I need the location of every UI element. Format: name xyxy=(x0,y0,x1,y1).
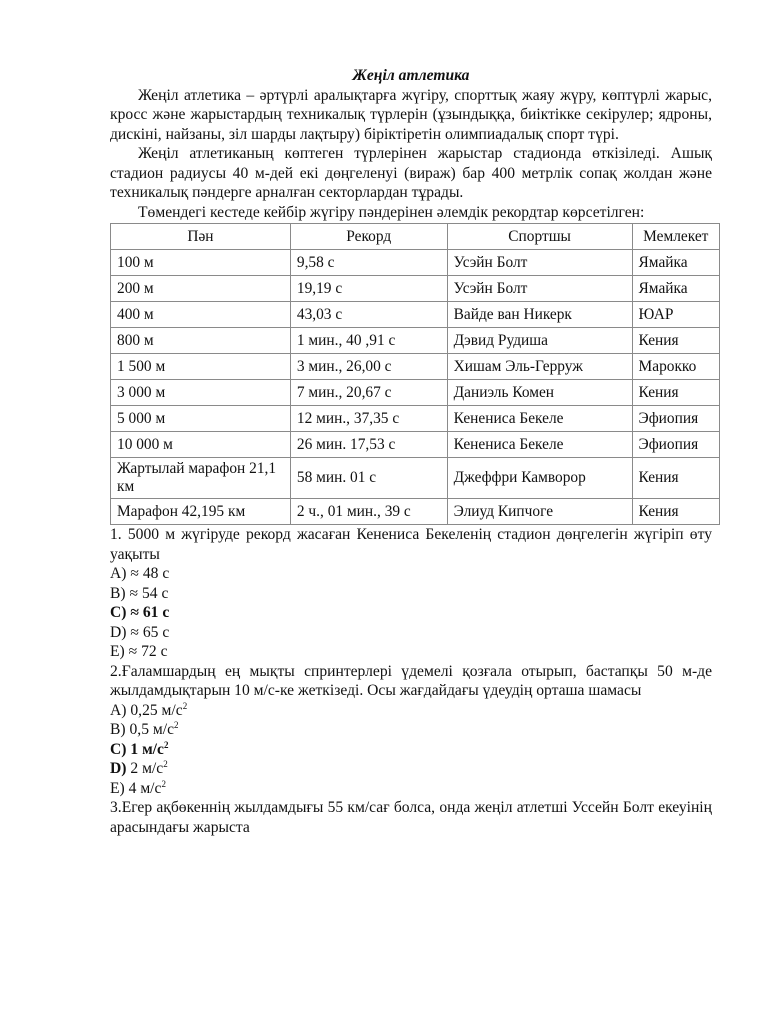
cell-record: 43,03 с xyxy=(290,302,447,328)
cell-athlete: Джеффри Камворор xyxy=(447,458,632,499)
cell-athlete: Элиуд Кипчоге xyxy=(447,499,632,525)
cell-discipline: 5 000 м xyxy=(111,406,291,432)
cell-discipline: 200 м xyxy=(111,276,291,302)
document-content xyxy=(110,66,712,837)
option-letter: E) xyxy=(110,779,125,797)
answer-option xyxy=(110,584,712,604)
option-text: 4 м/с xyxy=(124,779,162,797)
option-letter: D) xyxy=(110,760,127,777)
option-text: 1 м/с xyxy=(126,740,164,758)
cell-discipline: 800 м xyxy=(111,328,291,354)
answer-option xyxy=(110,603,712,623)
cell-athlete: Вайде ван Никерк xyxy=(447,302,632,328)
option-letter: E) xyxy=(110,643,125,660)
header-discipline: Пән xyxy=(111,224,291,250)
option-letter: C) xyxy=(110,740,127,758)
cell-record: 9,58 с xyxy=(290,250,447,276)
cell-athlete: Дэвид Рудиша xyxy=(447,328,632,354)
option-text: 0,5 м/с xyxy=(125,721,175,738)
cell-record: 1 мин., 40 ,91 с xyxy=(290,328,447,354)
question-text: 2.Ғаламшардың ең мықты спринтерлері үдемелі қозғала отырып, бастапқы 50 м-де жылдамдықтарын 10 м/с-ке жеткізеді. Осы жағдайдағы үдеудің орташа шамасы xyxy=(110,662,712,699)
answer-option xyxy=(110,642,712,662)
table-row xyxy=(111,380,720,406)
cell-country: Кения xyxy=(632,458,719,499)
cell-record: 19,19 с xyxy=(290,276,447,302)
cell-country: Ямайка xyxy=(632,276,719,302)
option-text: ≈ 65 с xyxy=(126,623,170,641)
option-text: ≈ 54 с xyxy=(125,584,169,602)
answer-option xyxy=(110,779,712,799)
document-title: Жеңіл атлетика xyxy=(352,67,470,84)
cell-country: Эфиопия xyxy=(632,406,719,432)
question-text: 1. 5000 м жүгіруде рекорд жасаған Кенениса Бекеленің стадион дөңгелегін жүгіріп өту уақыты xyxy=(110,526,712,563)
table-row xyxy=(111,302,720,328)
header-record: Рекорд xyxy=(290,224,447,250)
cell-athlete: Усэйн Болт xyxy=(447,250,632,276)
option-letter: D) xyxy=(110,623,127,641)
answer-option xyxy=(110,701,712,721)
option-text: 0,25 м/с xyxy=(126,701,183,719)
unit-superscript: 2 xyxy=(161,778,166,789)
cell-discipline: 10 000 м xyxy=(111,432,291,458)
cell-record: 12 мин., 37,35 с xyxy=(290,406,447,432)
option-letter: A) xyxy=(110,701,127,719)
option-text: ≈ 61 с xyxy=(126,604,170,621)
table-row xyxy=(111,276,720,302)
cell-country: ЮАР xyxy=(632,302,719,328)
cell-discipline: 3 000 м xyxy=(111,380,291,406)
cell-athlete: Кенениса Бекеле xyxy=(447,432,632,458)
world-records-table xyxy=(110,223,720,525)
stadium-paragraph: Жеңіл атлетиканың көптеген түрлерінен жарыстар стадионда өткізіледі. Ашық стадион радиусы 40 м-дей екі дөңгеленуі (вираж) бар 400 метрлік сопақ жолдан және техникалық пәндерге арналған секторлардан тұрады. xyxy=(110,145,712,201)
cell-country: Кения xyxy=(632,380,719,406)
cell-country: Ямайка xyxy=(632,250,719,276)
cell-athlete: Усэйн Болт xyxy=(447,276,632,302)
table-row xyxy=(111,406,720,432)
cell-country: Эфиопия xyxy=(632,432,719,458)
header-country: Мемлекет xyxy=(632,224,719,250)
option-text: ≈ 72 с xyxy=(124,643,168,660)
table-row xyxy=(111,354,720,380)
cell-record: 7 мин., 20,67 с xyxy=(290,380,447,406)
table-row xyxy=(111,499,720,525)
cell-athlete: Хишам Эль-Герруж xyxy=(447,354,632,380)
header-athlete: Спортшы xyxy=(447,224,632,250)
unit-superscript: 2 xyxy=(163,759,168,769)
option-text: ≈ 48 с xyxy=(126,565,170,582)
cell-record: 3 мин., 26,00 с xyxy=(290,354,447,380)
cell-country: Кения xyxy=(632,499,719,525)
cell-discipline: 1 500 м xyxy=(111,354,291,380)
questions-section xyxy=(110,525,712,837)
option-text: 2 м/с xyxy=(126,760,164,777)
table-row xyxy=(111,250,720,276)
table-header-row xyxy=(111,224,720,250)
intro-paragraph: Жеңіл атлетика – әртүрлі аралықтарға жүгіру, спорттық жаяу жүру, көптүрлі жарыс, кросс және жарыстардың техникалық түрлерін (ұзындыққа, биіктікке секірулер; ядроны, дискіні, найзаны, зіл шарды лақтыру) біріктіретін олимпиадалық спорт түрі. xyxy=(110,86,712,143)
option-letter: A) xyxy=(110,565,127,582)
option-letter: B) xyxy=(110,584,126,602)
unit-superscript: 2 xyxy=(174,720,179,730)
cell-country: Марокко xyxy=(632,354,719,380)
cell-athlete: Кенениса Бекеле xyxy=(447,406,632,432)
cell-discipline: 100 м xyxy=(111,250,291,276)
cell-record: 2 ч., 01 мин., 39 с xyxy=(290,499,447,525)
table-intro-paragraph: Төмендегі кестеде кейбір жүгіру пәндерінен әлемдік рекордтар көрсетілген: xyxy=(138,203,645,221)
question-text: 3.Егер ақбөкеннің жылдамдығы 55 км/сағ болса, онда жеңіл атлетші Уссейн Болт екеуінің арасындағы жарыста xyxy=(110,799,712,836)
cell-athlete: Даниэль Комен xyxy=(447,380,632,406)
unit-superscript: 2 xyxy=(163,739,169,750)
answer-option xyxy=(110,720,712,740)
cell-country: Кения xyxy=(632,328,719,354)
table-row xyxy=(111,328,720,354)
table-row xyxy=(111,432,720,458)
answer-option xyxy=(110,740,712,760)
cell-discipline: Жартылай марафон 21,1 км xyxy=(111,458,291,499)
option-letter: B) xyxy=(110,721,126,738)
cell-record: 58 мин. 01 с xyxy=(290,458,447,499)
option-letter: C) xyxy=(110,604,127,621)
table-row xyxy=(111,458,720,499)
answer-option xyxy=(110,759,712,779)
cell-record: 26 мин. 17,53 с xyxy=(290,432,447,458)
unit-superscript: 2 xyxy=(182,700,188,711)
cell-discipline: 400 м xyxy=(111,302,291,328)
answer-option xyxy=(110,623,712,643)
cell-discipline: Марафон 42,195 км xyxy=(111,499,291,525)
answer-option xyxy=(110,564,712,584)
